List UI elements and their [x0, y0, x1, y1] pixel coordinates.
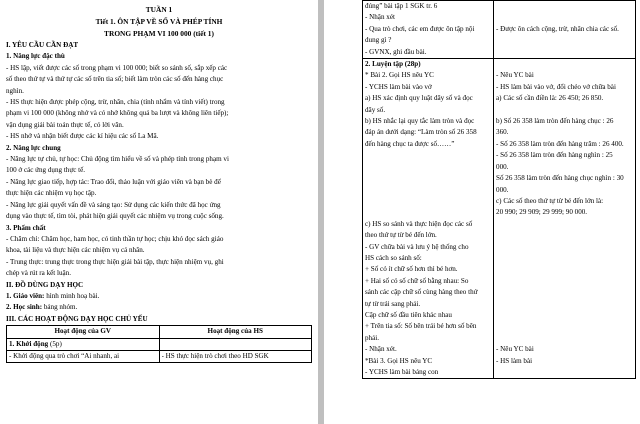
teacher-materials: 1. Giáo viên: hình minh hoạ bài.: [6, 291, 100, 300]
paragraph-line: số theo thứ tự và thứ tự các số trên tia số; biết làm tròn các số đến hàng chục: [6, 75, 224, 84]
cell-line: - Nêu YC bài: [496, 71, 534, 80]
cell-line: đến hàng chục ta được số……”: [365, 139, 455, 148]
cell-line: b) HS nhắc lại quy tắc làm tròn và đọc: [365, 117, 475, 126]
cell-line: Số 26 358 làm tròn đến hàng chục nghìn : 30: [496, 174, 624, 183]
cell-line: - Được ôn cách cộng, trừ, nhân chia các số.: [496, 24, 619, 33]
cell-line: [496, 287, 633, 298]
table-cell: [159, 338, 312, 350]
cell-line: + Hai số có số chữ số bằng nhau: So: [365, 276, 469, 285]
cell-line: [496, 264, 633, 275]
cell-line: theo thứ tự từ bé đến lớn.: [365, 231, 437, 240]
lesson-title: Tiết 1. ÔN TẬP VỀ SỐ VÀ PHÉP TÍNH: [95, 17, 223, 26]
table-row: [7, 350, 312, 362]
cell-line: [496, 242, 633, 253]
paragraph-line: nghìn.: [6, 86, 24, 95]
cell-line: sánh các cặp chữ số cùng hàng theo thứ: [365, 288, 478, 297]
paragraph-line: phạm vi 100 000 (không nhớ và có nhớ không quá ba lượt và không liên tiếp);: [6, 109, 229, 118]
header-student-activity: Hoạt động của HS: [159, 326, 312, 338]
paragraph-specific-competence: [6, 63, 312, 143]
cell-line: [496, 253, 633, 264]
cell-line: [496, 321, 633, 332]
paragraph-line: - Năng lực giải quyết vấn đề và sáng tạo: Sử dụng các kiến thức đã học ứng: [6, 200, 221, 209]
student-materials: 2. Học sinh: bảng nhóm.: [6, 303, 78, 312]
document-page-right: [324, 0, 640, 424]
paragraph-line: khoa, tài liệu và thực hiện các nhiệm vụ cá nhân.: [6, 246, 145, 255]
subheading-specific-competence: 1. Năng lực đặc thù: [6, 52, 65, 61]
cell-line: a) Các số cần điền là: 26 450; 26 850.: [496, 94, 604, 103]
lesson-subtitle: TRONG PHẠM VI 100 000 (tiết 1): [104, 29, 214, 38]
cell-line: dung gì ?: [365, 36, 392, 45]
cell-line: đáp án dưới dạng: “Làm tròn số 26 358: [365, 128, 477, 137]
cell-line: - GVNX, ghi đầu bài.: [365, 47, 427, 56]
cell-line: [496, 59, 633, 70]
cell-line: *Bài 3. Gọi HS nêu YC: [365, 356, 433, 365]
cell-line: c) Các số theo thứ tự từ bé đến lớn là:: [496, 196, 604, 205]
cell-line: [365, 207, 491, 218]
week-title: TUẦN 1: [145, 5, 173, 14]
cell-line: dãy số.: [365, 105, 386, 114]
cell-line: - Số 26 358 làm tròn đến hàng trăm : 26 400.: [496, 139, 624, 148]
cell-line: HS cách so sánh số:: [365, 253, 422, 262]
cell-line: [496, 367, 633, 378]
cell-line: a) HS xác định quy luật dãy số và đọc: [365, 94, 473, 103]
cell-line: [496, 1, 633, 12]
cell-line: * Bài 2. Gọi HS nêu YC: [365, 71, 434, 80]
table-cell: - HS thực hiện trò chơi theo HD SGK: [159, 350, 312, 362]
cell-line: - Số 26 358 làm tròn đến hàng nghìn : 25: [496, 151, 613, 160]
student-activity-cell: [494, 1, 636, 59]
cell-line: [496, 105, 633, 116]
table-cell: - Khởi động qua trò chơi “Ai nhanh, ai: [7, 350, 160, 362]
section-heading-requirements: I. YÊU CẦU CẦN ĐẠT: [6, 41, 79, 49]
document-page-left: [0, 0, 318, 424]
cell-line: b) Số 26 358 làm tròn đến hàng chục : 26: [496, 117, 614, 126]
cell-line: [496, 35, 633, 46]
cell-line: + Trên tia số: Số bên trái bé hơn số bên: [365, 322, 477, 331]
paragraph-line: dụng vào thực tế, tìm tòi, phát hiện giải quyết các nhiệm vụ trong cuộc sống.: [6, 212, 224, 221]
cell-line: [496, 299, 633, 310]
paragraph-line: - HS nhớ và nhận biết được các kí hiệu các số La Mã.: [6, 132, 159, 141]
table-row: [363, 59, 636, 379]
cell-line: - HS làm bài: [496, 356, 533, 365]
cell-line: Cặp chữ số đầu tiên khác nhau: [365, 310, 452, 319]
paragraph-general-competence: [6, 154, 312, 222]
table-row: [363, 1, 636, 59]
paragraph-line: thực hiện các nhiệm vụ học tập.: [6, 189, 97, 198]
cell-line: - Nhận xét: [365, 13, 395, 22]
table-row: [7, 338, 312, 350]
cell-line: [496, 219, 633, 230]
teacher-activity-cell: [363, 1, 494, 59]
cell-line: [365, 162, 491, 173]
cell-line: 2. Luyện tập (28p): [365, 60, 421, 69]
paragraph-qualities: [6, 234, 312, 280]
cell-line: - YCHS làm bài vào vở: [365, 82, 432, 91]
paragraph-line: - HS lập, viết được các số trong phạm vi 100 000; biết so sánh số, sắp xếp các: [6, 63, 228, 72]
header-teacher-activity: Hoạt động của GV: [7, 326, 160, 338]
cell-line: [365, 196, 491, 207]
paragraph-line: - Năng lực tự chủ, tự học: Chủ động tìm hiểu về số và phép tính trong phạm vi: [6, 155, 229, 164]
cell-line: [496, 310, 633, 321]
activities-table-continued: [362, 0, 636, 379]
subheading-general-competence: 2. Năng lực chung: [6, 143, 61, 152]
cell-line: [365, 173, 491, 184]
teacher-activity-cell: [363, 59, 494, 379]
cell-line: đúng” bài tập 1 SGK tr. 6: [365, 2, 438, 10]
paragraph-line: - HS thực hiện được phép cộng, trừ, nhân, chia (tính nhẩm và tính viết) trong: [6, 98, 225, 107]
cell-line: + Số có ít chữ số hơn thì bé hơn.: [365, 265, 458, 274]
cell-line: [496, 230, 633, 241]
cell-line: - GV chữa bài và lưu ý hệ thống cho: [365, 242, 469, 251]
cell-line: [365, 150, 491, 161]
cell-line: c) HS so sánh và thực hiện đọc các số: [365, 219, 473, 228]
table-cell: 1. Khởi động (5p): [7, 338, 160, 350]
paragraph-line: 100 ở các ứng dụng thực tế.: [6, 166, 86, 175]
subheading-qualities: 3. Phẩm chất: [6, 223, 46, 232]
cell-line: [496, 12, 633, 23]
cell-line: - YCHS làm bài bảng con: [365, 368, 439, 376]
cell-line: [496, 276, 633, 287]
section-heading-materials: II. ĐỒ DÙNG DẠY HỌC: [6, 280, 84, 289]
cell-line: - HS làm bài vào vở, đổi chéo vở chữa bài: [496, 82, 616, 91]
cell-line: - Nhận xét.: [365, 345, 397, 354]
cell-line: - Nêu YC bài: [496, 345, 534, 354]
cell-line: [496, 333, 633, 344]
cell-line: tự từ trái sang phải.: [365, 299, 421, 308]
paragraph-line: - Trung thực: trung thực trong thực hiện giải bài tập, thực hiện nhiệm vụ, ghi: [6, 257, 224, 266]
cell-line: 000.: [496, 162, 509, 171]
activities-table: [6, 325, 312, 363]
cell-line: 360.: [496, 128, 509, 137]
cell-line: [496, 47, 633, 58]
paragraph-line: - Chăm chỉ: Chăm học, ham học, có tinh thần tự học; chịu khó đọc sách giáo: [6, 234, 224, 243]
paragraph-line: vận dụng giải bài toán thực tế, có lời văn.: [6, 120, 124, 129]
paragraph-line: chép và rút ra kết luận.: [6, 269, 71, 278]
cell-line: - Qua trò chơi, các em được ôn tập nội: [365, 24, 475, 33]
section-heading-activities: III. CÁC HOẠT ĐỘNG DẠY HỌC CHỦ YẾU: [6, 314, 148, 323]
student-activity-cell: [494, 59, 636, 379]
cell-line: phải.: [365, 333, 379, 342]
paragraph-line: - Năng lực giao tiếp, hợp tác: Trao đổi, thảo luận với giáo viên và bạn bè để: [6, 177, 221, 186]
cell-line: 20 990; 29 909; 29 999; 90 000.: [496, 208, 588, 217]
table-header-row: [7, 326, 312, 338]
cell-line: [365, 185, 491, 196]
cell-line: 000.: [496, 185, 509, 194]
